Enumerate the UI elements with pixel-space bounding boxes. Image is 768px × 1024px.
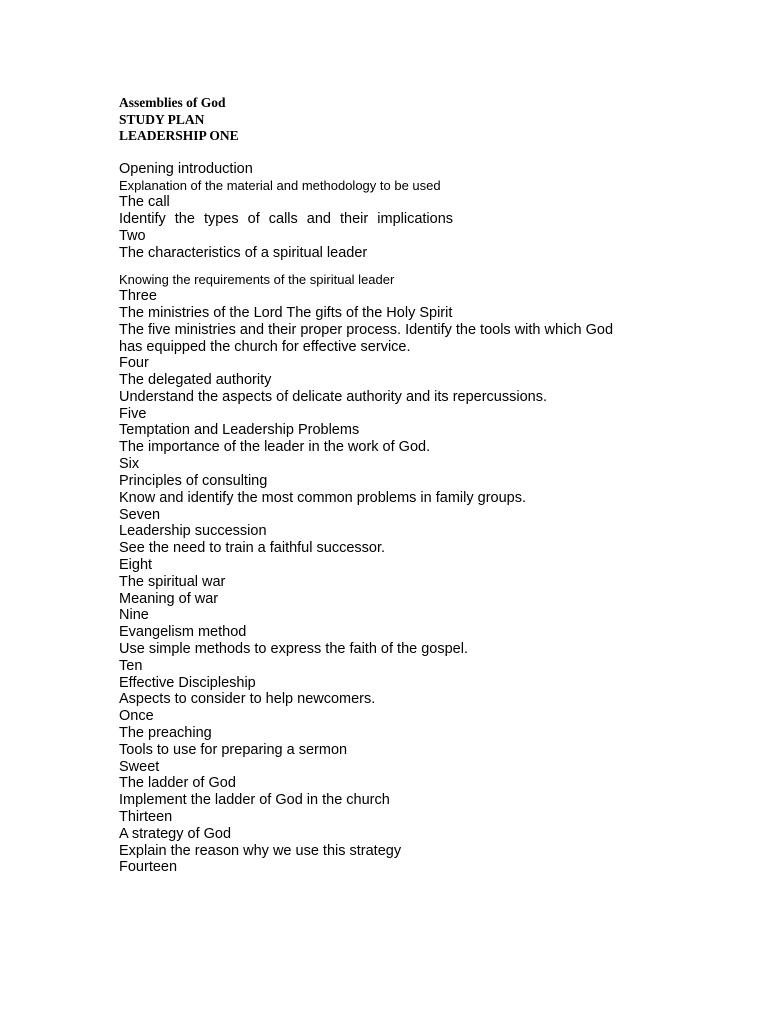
lesson-six-objective: Know and identify the most common problems in family groups. [119,490,526,506]
lesson-one-title: The call [119,194,170,210]
lesson-eight-objective: Meaning of war [119,591,219,607]
lesson-five-objective: The importance of the leader in the work of God. [119,439,431,455]
lesson-six-title: Principles of consulting [119,473,268,489]
lesson-eleven-objective: Tools to use for preparing a sermon [119,742,348,758]
lesson-thirteen-objective: Explain the reason why we use this strategy [119,843,402,859]
lesson-three-objective: The five ministries and their proper process. Identify the tools with which God [119,322,614,338]
lesson-nine-objective: Use simple methods to express the faith of the gospel. [119,641,468,657]
lesson-thirteen-title: A strategy of God [119,826,232,842]
lesson-number-fourteen: Fourteen [119,859,178,875]
lesson-number-twelve: Sweet [119,759,160,775]
lesson-number-thirteen: Thirteen [119,809,173,825]
lesson-twelve-objective: Implement the ladder of God in the church [119,792,390,808]
lesson-two-objective: Knowing the requirements of the spiritual leader [119,272,395,287]
lesson-ten-title: Effective Discipleship [119,675,256,691]
lesson-seven-title: Leadership succession [119,523,267,539]
lesson-ten-objective: Aspects to consider to help newcomers. [119,691,376,707]
lesson-seven-objective: See the need to train a faithful successor. [119,540,385,556]
intro-heading: Opening introduction [119,161,253,177]
lesson-number-eleven: Once [119,708,154,724]
lesson-two-title: The characteristics of a spiritual leader [119,245,368,261]
lesson-four-title: The delegated authority [119,372,272,388]
lesson-three-objective-continued: has equipped the church for effective service. [119,339,411,355]
lesson-eight-title: The spiritual war [119,574,226,590]
lesson-three-title: The ministries of the Lord The gifts of the Holy Spirit [119,305,453,321]
document-title: STUDY PLAN [119,112,205,127]
intro-description: Explanation of the material and methodology to be used [119,178,441,193]
lesson-number-ten: Ten [119,658,143,674]
lesson-number-two: Two [119,228,146,244]
lesson-nine-title: Evangelism method [119,624,247,640]
lesson-number-five: Five [119,406,147,422]
lesson-number-six: Six [119,456,140,472]
lesson-twelve-title: The ladder of God [119,775,236,791]
lesson-number-four: Four [119,355,149,371]
document-subtitle: LEADERSHIP ONE [119,128,239,143]
lesson-eleven-title: The preaching [119,725,212,741]
organization-heading: Assemblies of God [119,95,226,110]
lesson-number-nine: Nine [119,607,149,623]
lesson-five-title: Temptation and Leadership Problems [119,422,360,438]
lesson-four-objective: Understand the aspects of delicate authority and its repercussions. [119,389,547,405]
lesson-number-seven: Seven [119,507,161,523]
lesson-number-eight: Eight [119,557,153,573]
lesson-number-three: Three [119,288,157,304]
lesson-one-objective: Identify the types of calls and their implications [119,211,454,227]
